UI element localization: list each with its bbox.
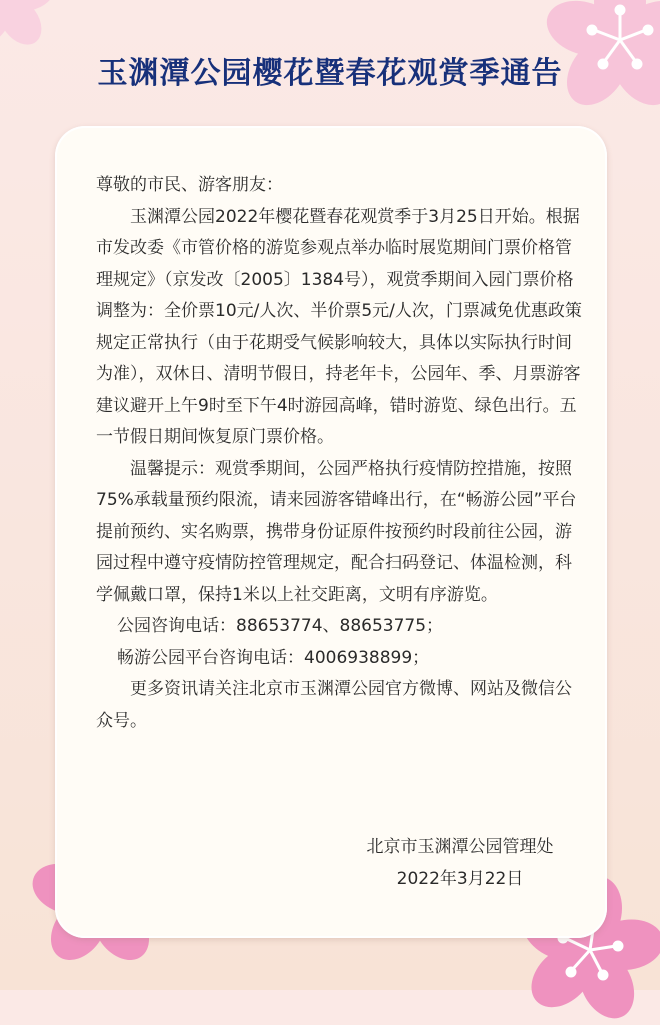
notice-title: 玉渊潭公园樱花暨春花观赏季通告 — [97, 56, 563, 91]
signature-block — [330, 832, 590, 895]
signature-org: 北京市玉渊潭公园管理处 — [366, 837, 554, 857]
more-info: 更多资讯请关注北京市玉渊潭公园官方微博、网站及微信公众号。 — [96, 679, 572, 731]
paragraph-reminder: 温馨提示：观赏季期间，公园严格执行疫情防控措施，按照75%承载量预约限流，请来园游客错峰出行，在“畅游公园”平台提前预约、实名购票，携带身份证原件按预约时段前往公园，游园过程中遵守疫情防控管理规定，配合扫码登记、体温检测，科学佩戴口罩，保持1米以上社交距离，文明有序游览。 — [96, 458, 577, 605]
signature-date: 2022年3月22日 — [396, 868, 524, 889]
greeting: 尊敬的市民、游客朋友： — [96, 175, 283, 195]
platform-hotline: 畅游公园平台咨询电话：4006938899； — [117, 647, 430, 668]
park-hotline: 公园咨询电话：88653774、88653775； — [117, 616, 444, 636]
cherry-blossom-top-left-icon — [0, 0, 60, 55]
paragraph-announcement: 玉渊潭公园2022年樱花暨春花观赏季于3月25日开始。根据市发改委《市管价格的游览参观点举办临时展览期间门票价格管理规定》（京发改〔2005〕1384号），观赏季期间入园门票价格调整为：全价票10元/人次、半价票5元/人次，门票减免优惠政策规定正常执行（由于花期受气候影响较大，具体以实际执行时间为准），双休日、清明节假日，持老年卡，公园年、季、月票游客建议避开上午9时至下午4时游园高峰，错时游览、绿色出行。五一节假日期间恢复原门票价格。 — [96, 206, 582, 447]
notice-body — [96, 170, 586, 737]
